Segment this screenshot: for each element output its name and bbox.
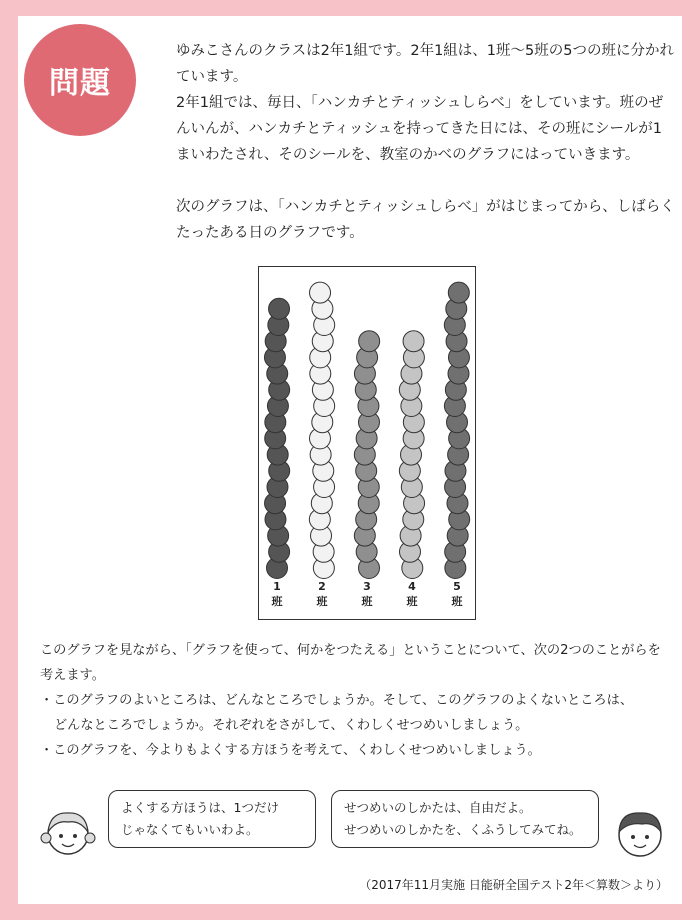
boy-speech-line-2: せつめいのしかたを、くふうしてみてね。 xyxy=(344,822,582,837)
boy-speech-bubble xyxy=(331,790,599,848)
sticker xyxy=(359,331,380,352)
column-label-3 xyxy=(352,579,382,609)
sticker-column-1 xyxy=(264,298,289,578)
sticker-column-5 xyxy=(444,282,469,578)
source-citation: （2017年11月実施 日能研全国テスト2年＜算数＞より） xyxy=(359,878,668,892)
column-number: 1 xyxy=(273,580,281,593)
problem-badge xyxy=(24,24,136,136)
sticker-column-3 xyxy=(354,331,379,579)
column-label-2 xyxy=(307,579,337,609)
boy-face-icon xyxy=(610,804,670,864)
sticker xyxy=(310,282,331,303)
sticker xyxy=(403,331,424,352)
column-number: 4 xyxy=(408,580,416,593)
column-label-4 xyxy=(397,579,427,609)
questions-block xyxy=(40,638,672,763)
sticker-column-2 xyxy=(309,282,334,578)
column-number: 2 xyxy=(318,580,326,593)
boy-speech-line-1: せつめいのしかたは、自由だよ。 xyxy=(344,800,532,815)
question-1b: どんなところでしょうか。それぞれをさがして、くわしくせつめいしましょう。 xyxy=(54,718,529,733)
problem-badge-label: 問題 xyxy=(49,66,111,101)
intro-paragraph-2: 2年1組では、毎日、「ハンカチとティッシュしらべ」をしています。班のぜんいんが、ハンカチとティッシュを持ってきた日には、その班にシールが1まいわたされ、そのシールを、教室のかべのグラフにはっていきます。 xyxy=(176,95,664,163)
question-1a: ・このグラフのよいところは、どんなところでしょうか。そして、このグラフのよくないところは、 xyxy=(40,693,634,708)
column-han: 班 xyxy=(406,595,418,608)
girl-speech-bubble xyxy=(108,790,316,848)
intro-paragraph-1: ゆみこさんのクラスは2年1組です。2年1組は、1班〜5班の5つの班に分かれています。 xyxy=(176,43,674,85)
problem-intro xyxy=(176,38,676,246)
sticker xyxy=(269,298,290,319)
column-han: 班 xyxy=(316,595,328,608)
sticker-graph-labels xyxy=(259,579,475,619)
column-label-5 xyxy=(442,579,472,609)
worksheet-page xyxy=(18,16,682,904)
sticker-column-4 xyxy=(399,331,424,579)
column-han: 班 xyxy=(361,595,373,608)
sticker-graph xyxy=(258,266,476,620)
sticker-graph-svg xyxy=(259,267,475,579)
questions-lead: このグラフを見ながら、「グラフを使って、何かをつたえる」ということについて、次の2つのことがらを考えます。 xyxy=(40,643,661,683)
column-label-1 xyxy=(262,579,292,609)
column-han: 班 xyxy=(451,595,463,608)
girl-speech-line-1: よくする方ほうは、1つだけ xyxy=(121,800,279,815)
column-han: 班 xyxy=(271,595,283,608)
girl-speech-line-2: じゃなくてもいいわよ。 xyxy=(121,822,259,837)
column-number: 5 xyxy=(453,580,461,593)
column-number: 3 xyxy=(363,580,371,593)
question-2: ・このグラフを、今よりもよくする方ほうを考えて、くわしくせつめいしましょう。 xyxy=(40,743,541,758)
intro-paragraph-3: 次のグラフは、「ハンカチとティッシュしらべ」がはじまってから、しばらくたったある日のグラフです。 xyxy=(176,199,675,241)
girl-face-icon xyxy=(40,804,96,864)
sticker xyxy=(448,282,469,303)
